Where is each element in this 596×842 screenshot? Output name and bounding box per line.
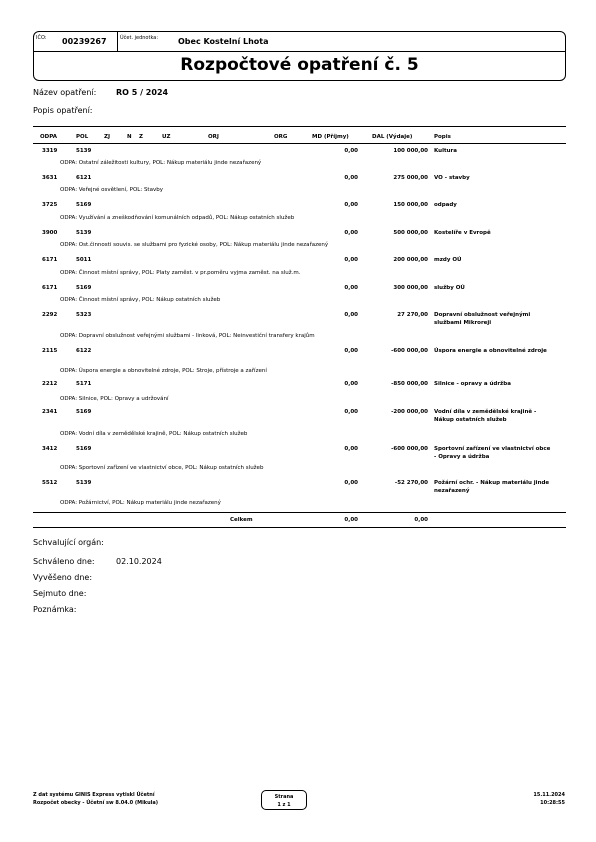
name-label: Název opatření:: [33, 88, 97, 97]
description-label: Popis opatření:: [33, 106, 93, 115]
header-separator: [117, 31, 118, 51]
row-odpa: 2341: [42, 409, 58, 415]
row-description: ODPA: Vodní díla v zemědělské krajině, POL: Nákup ostatních služeb: [60, 431, 248, 437]
row-pol: 5139: [76, 480, 92, 486]
col-org: ORG: [274, 134, 288, 140]
row-md: 0,00: [344, 148, 358, 154]
name-value: RO 5 / 2024: [116, 88, 169, 97]
table-header-rule: [33, 143, 566, 144]
col-odpa: ODPA: [40, 134, 58, 140]
row-pol: 6121: [76, 175, 92, 181]
row-md: 0,00: [344, 202, 358, 208]
row-popis: mzdy OÚ: [434, 257, 462, 263]
row-odpa: 3725: [42, 202, 58, 208]
row-popis: Dopravní obslužnost veřejnými službami Mikroreji: [434, 312, 531, 326]
row-popis: odpady: [434, 202, 457, 208]
totals-dal: 0,00: [414, 517, 428, 523]
row-pol: 5169: [76, 202, 92, 208]
unit-label: Účet. jednotka:: [120, 35, 159, 41]
row-pol: 5171: [76, 381, 92, 387]
page-title: Rozpočtové opatření č. 5: [180, 55, 419, 75]
col-n: N: [127, 134, 132, 140]
removed-date-label: Sejmuto dne:: [33, 589, 87, 598]
page-label: Strana: [274, 794, 294, 800]
row-odpa: 3631: [42, 175, 58, 181]
row-md: 0,00: [344, 381, 358, 387]
note-label: Poznámka:: [33, 605, 77, 614]
row-popis: VO - stavby: [434, 175, 470, 181]
table-top-rule: [33, 126, 566, 127]
row-dal: 500 000,00: [393, 230, 428, 236]
col-zj: ZJ: [104, 134, 111, 140]
totals-label: Celkem: [230, 517, 253, 523]
row-md: 0,00: [344, 285, 358, 291]
row-odpa: 2115: [42, 348, 58, 354]
row-odpa: 3412: [42, 446, 58, 452]
row-popis: služby OÚ: [434, 285, 465, 291]
col-popis: Popis: [434, 134, 451, 140]
footer-left-line1: Z dat systému GINIS Express vytiskl Účetní: [33, 792, 155, 798]
totals-md: 0,00: [344, 517, 358, 523]
approved-date-value: 02.10.2024: [116, 557, 162, 566]
row-popis: Silnice - opravy a údržba: [434, 381, 511, 387]
row-description: ODPA: Požárnictví, POL: Nákup materiálu jinde nezařazený: [60, 500, 221, 506]
row-popis: Požární ochr. - Nákup materiálu jinde nezařazený: [434, 480, 550, 494]
row-odpa: 2212: [42, 381, 58, 387]
col-md: MD (Příjmy): [312, 134, 349, 140]
totals-bottom-rule: [33, 527, 566, 528]
row-description: ODPA: Sportovní zařízení ve vlastnictví obce, POL: Nákup ostatních služeb: [60, 465, 264, 471]
footer-left-line2: Rozpočet obecky - Účetní sw 8.04.0 (Mikula): [33, 800, 159, 806]
row-description: ODPA: Činnost místní správy, POL: Nákup ostatních služeb: [60, 297, 221, 303]
row-md: 0,00: [344, 312, 358, 318]
row-dal: -52 270,00: [394, 480, 428, 486]
footer-time: 10:28:55: [540, 800, 565, 806]
row-description: ODPA: Veřejné osvětlení, POL: Stavby: [60, 187, 163, 193]
row-popis: Kultura: [434, 148, 457, 154]
row-pol: 5323: [76, 312, 92, 318]
ico-value: 00239267: [62, 37, 107, 46]
row-odpa: 3319: [42, 148, 58, 154]
row-odpa: 2292: [42, 312, 58, 318]
row-odpa: 5512: [42, 480, 58, 486]
col-z: Z: [139, 134, 143, 140]
col-uz: UZ: [162, 134, 171, 140]
row-dal: 275 000,00: [393, 175, 428, 181]
row-dal: 150 000,00: [393, 202, 428, 208]
row-md: 0,00: [344, 348, 358, 354]
row-pol: 5169: [76, 285, 92, 291]
row-popis: Sportovní zařízení ve vlastnictví obce - Opravy a údržba: [434, 446, 551, 460]
row-description: ODPA: Ostatní záležitosti kultury, POL: Nákup materiálu jinde nezařazený: [60, 160, 262, 166]
row-md: 0,00: [344, 480, 358, 486]
row-description: ODPA: Činnost místní správy, POL: Platy zaměst. v pr.poměru vyjma zaměst. na služ.m.: [60, 270, 301, 276]
totals-rule: [33, 512, 566, 513]
approved-date-label: Schváleno dne:: [33, 557, 95, 566]
row-odpa: 3900: [42, 230, 58, 236]
col-pol: POL: [76, 134, 89, 140]
row-odpa: 6171: [42, 285, 58, 291]
approving-body-label: Schvalující orgán:: [33, 538, 104, 547]
row-description: ODPA: Využívání a zneškodňování komunálních odpadů, POL: Nákup ostatních služeb: [60, 215, 295, 221]
col-orj: ORJ: [208, 134, 219, 140]
row-md: 0,00: [344, 446, 358, 452]
page-value: 1 z 1: [277, 802, 291, 808]
row-odpa: 6171: [42, 257, 58, 263]
row-dal: -850 000,00: [391, 381, 428, 387]
row-description: ODPA: Silnice, POL: Opravy a udržování: [60, 396, 169, 402]
row-pol: 6122: [76, 348, 92, 354]
unit-name: Obec Kostelní Lhota: [178, 37, 269, 46]
page-number-box: [261, 790, 307, 810]
posted-date-label: Vyvěšeno dne:: [33, 573, 93, 582]
row-dal: 200 000,00: [393, 257, 428, 263]
row-dal: -600 000,00: [391, 348, 428, 354]
row-pol: 5011: [76, 257, 92, 263]
row-popis: Vodní díla v zemědělské krajině - Nákup ostatních služeb: [434, 409, 537, 423]
row-md: 0,00: [344, 257, 358, 263]
row-md: 0,00: [344, 230, 358, 236]
footer-date: 15.11.2024: [533, 792, 565, 798]
row-dal: -200 000,00: [391, 409, 428, 415]
row-popis: Kostelíře v Evropě: [434, 230, 491, 236]
ico-label: IČO:: [36, 35, 47, 41]
row-dal: 300 000,00: [393, 285, 428, 291]
row-dal: 27 270,00: [397, 312, 428, 318]
row-pol: 5169: [76, 446, 92, 452]
row-pol: 5169: [76, 409, 92, 415]
row-md: 0,00: [344, 409, 358, 415]
row-pol: 5139: [76, 148, 92, 154]
row-pol: 5139: [76, 230, 92, 236]
row-description: ODPA: Ost.činnosti souvis. se službami pro fyzické osoby, POL: Nákup materiálu jinde nezařazený: [60, 242, 329, 248]
row-description: ODPA: Úspora energie a obnovitelné zdroje, POL: Stroje, přístroje a zařízení: [60, 368, 267, 374]
col-dal: DAL (Výdaje): [372, 134, 413, 140]
row-description: ODPA: Dopravní obslužnost veřejnými službami - linková, POL: Neinvestiční transfery krajům: [60, 333, 315, 339]
header-divider: [33, 51, 566, 52]
row-md: 0,00: [344, 175, 358, 181]
row-dal: 100 000,00: [393, 148, 428, 154]
row-dal: -600 000,00: [391, 446, 428, 452]
row-popis: Úspora energie a obnovitelné zdroje: [434, 348, 547, 354]
